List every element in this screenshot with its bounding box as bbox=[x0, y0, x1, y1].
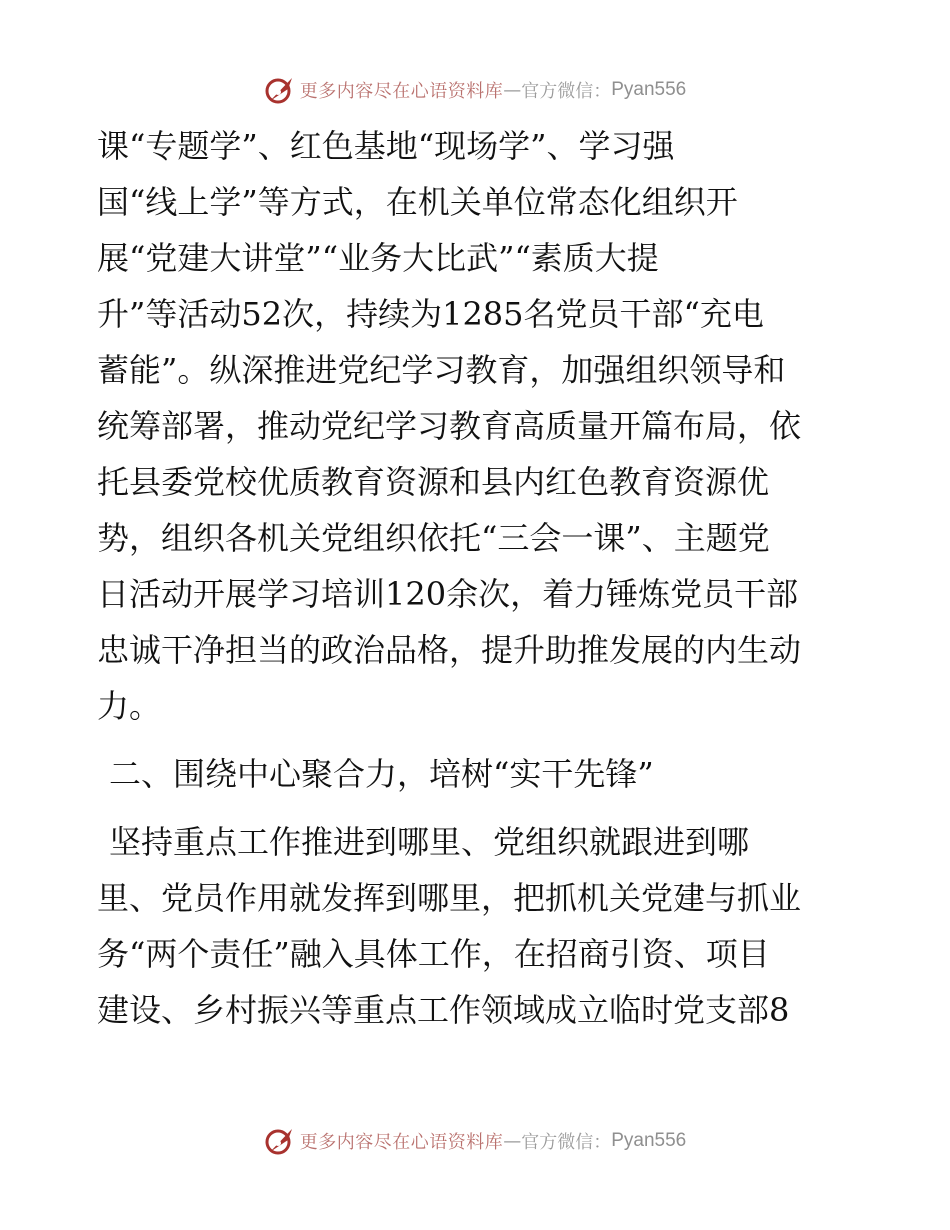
text-line: 国“线上学”等方式，在机关单位常态化组织开 bbox=[97, 183, 738, 221]
text-line: 势，组织各机关党组织依托“三会一课”、主题党 bbox=[97, 519, 770, 557]
text-line: 力。 bbox=[97, 687, 162, 725]
watermark-footer bbox=[0, 1126, 950, 1156]
document-body bbox=[97, 118, 857, 1038]
text-line: 里、党员作用就发挥到哪里，把抓机关党建与抓业 bbox=[97, 879, 802, 917]
section-heading bbox=[97, 746, 857, 802]
paragraph bbox=[97, 814, 857, 1038]
text-line: 托县委党校优质教育资源和县内红色教育资源优 bbox=[97, 463, 770, 501]
watermark-wechat-id: Pyan556 bbox=[611, 79, 687, 100]
text-line: 蓄能”。纵深推进党纪学习教育，加强组织领导和 bbox=[97, 351, 786, 389]
text-line: 统筹部署，推动党纪学习教育高质量开篇布局，依 bbox=[97, 407, 802, 445]
text-line: 展“党建大讲堂”“业务大比武”“素质大提 bbox=[97, 239, 659, 277]
watermark-text: 更多内容尽在心语资料库 bbox=[299, 81, 504, 102]
text-line: 建设、乡村振兴等重点工作领域成立临时党支部8 bbox=[97, 991, 790, 1029]
watermark-text: 更多内容尽在心语资料库 bbox=[299, 1132, 504, 1153]
watermark-separator: — bbox=[503, 1130, 522, 1152]
quill-logo-icon bbox=[264, 75, 296, 105]
text-line: 忠诚干净担当的政治品格，提升助推发展的内生动 bbox=[97, 631, 802, 669]
text-line: 务“两个责任”融入具体工作，在招商引资、项目 bbox=[97, 935, 770, 973]
watermark-wechat-label: 官方微信： bbox=[521, 1132, 612, 1153]
text-line: 升”等活动52次，持续为1285名党员干部“充电 bbox=[97, 295, 764, 333]
text-line: 日活动开展学习培训120余次，着力锤炼党员干部 bbox=[97, 575, 799, 613]
heading-line: 二、围绕中心聚合力，培树“实干先锋” bbox=[109, 755, 654, 793]
watermark-header bbox=[0, 75, 950, 105]
text-line: 课“专题学”、红色基地“现场学”、学习强 bbox=[97, 127, 675, 165]
quill-logo-icon bbox=[264, 1126, 296, 1156]
watermark-separator: — bbox=[503, 79, 522, 101]
text-line: 坚持重点工作推进到哪里、党组织就跟进到哪 bbox=[109, 823, 750, 861]
watermark-wechat-id: Pyan556 bbox=[611, 1130, 687, 1151]
paragraph bbox=[97, 118, 857, 734]
watermark-wechat-label: 官方微信： bbox=[521, 81, 612, 102]
